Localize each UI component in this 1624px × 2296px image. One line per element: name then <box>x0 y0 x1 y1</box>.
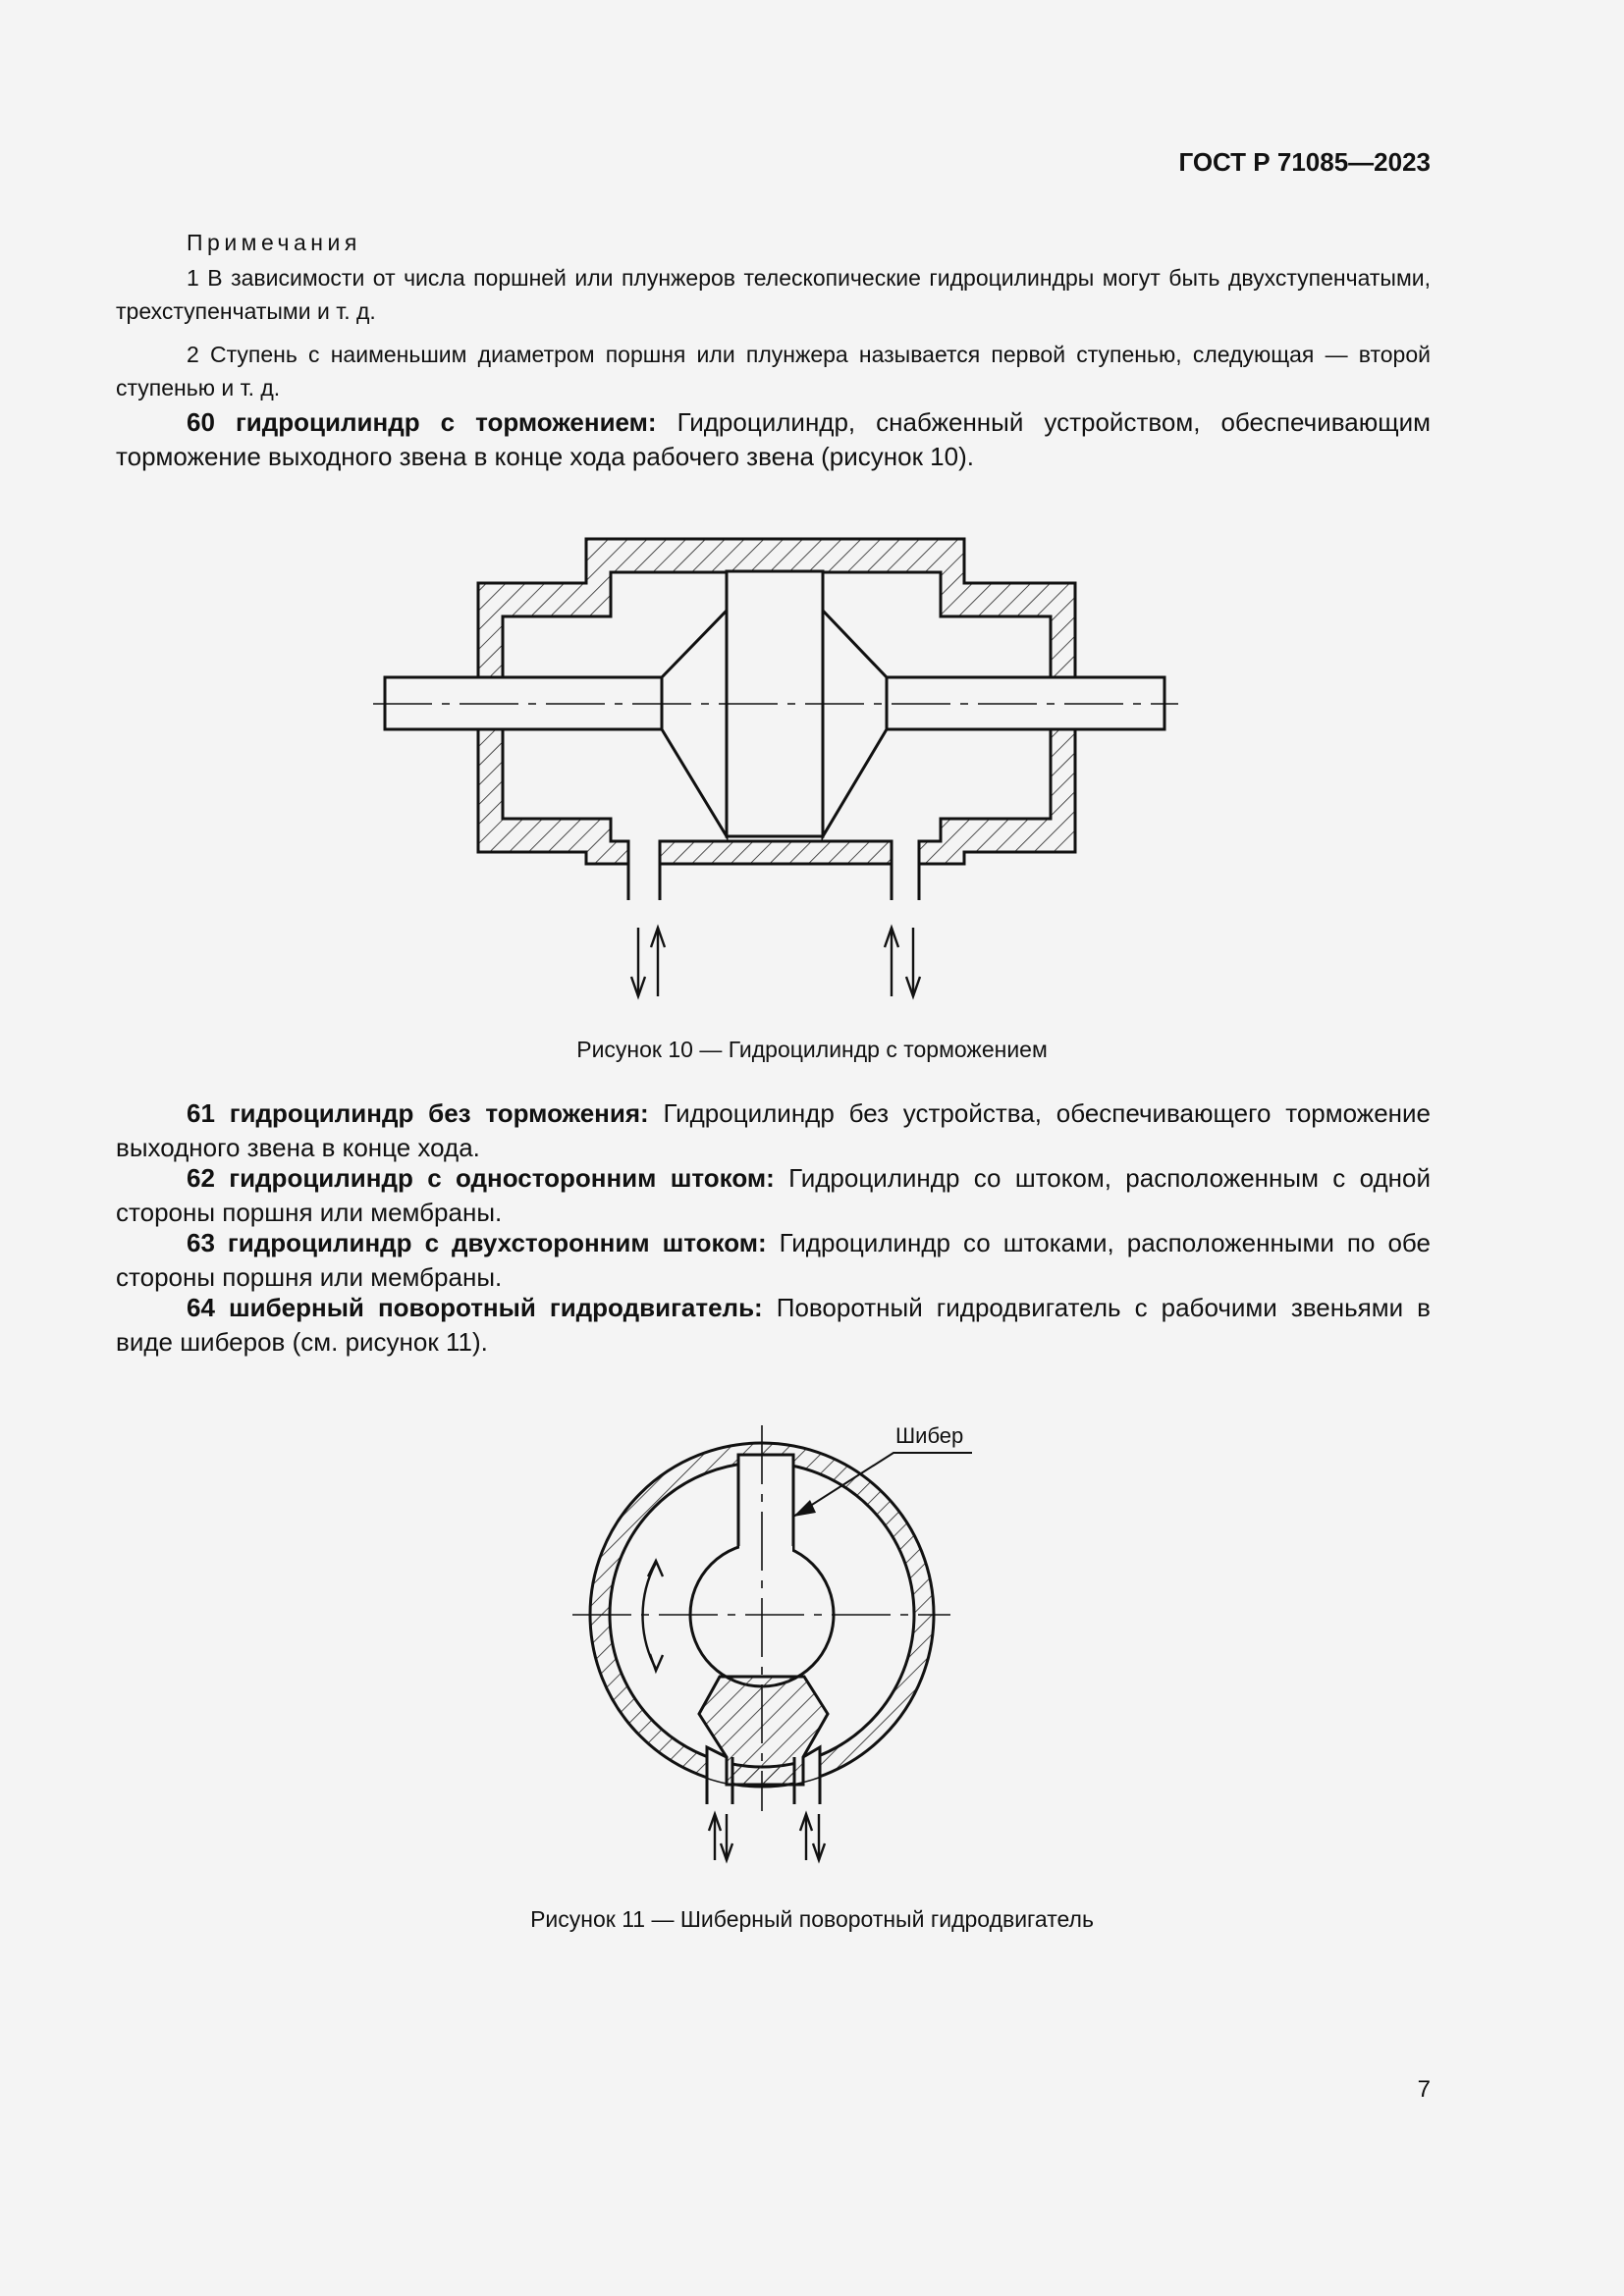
term-64 <box>116 1291 1431 1360</box>
note-item: 1 В зависимости от числа поршней или плунжеров телескопические гидроцилиндры могут быть двухступенчатыми, трехступенчатыми и т. д. <box>116 265 1431 324</box>
term-61-name: 61 гидроцилиндр без торможения: <box>187 1098 649 1128</box>
term-63 <box>116 1226 1431 1295</box>
figure-10-caption: Рисунок 10 — Гидроцилиндр с торможением <box>576 1037 1048 1062</box>
notes-title: Примечания <box>187 230 361 255</box>
notes-block <box>116 226 1431 414</box>
term-62-definition: Гидроцилиндр со штоком, расположенным с одной стороны поршня или мембраны. <box>116 1163 1431 1227</box>
term-60 <box>116 405 1431 474</box>
term-61-definition: Гидроцилиндр без устройства, обеспечивающего торможение выходного звена в конце хода. <box>116 1098 1432 1162</box>
note-item: 2 Ступень с наименьшим диаметром поршня или плунжера называется первой ступенью, следующая — второй ступенью и т. д. <box>116 342 1431 400</box>
figure-10-diagram <box>0 520 1624 1070</box>
term-62-name: 62 гидроцилиндр с односторонним штоком: <box>187 1163 775 1193</box>
term-64-name: 64 шиберный поворотный гидродвигатель: <box>187 1293 763 1322</box>
document-id: ГОСТ Р 71085—2023 <box>1178 147 1431 177</box>
figure-11-caption: Рисунок 11 — Шиберный поворотный гидродвигатель <box>530 1906 1094 1932</box>
term-60-name: 60 гидроцилиндр с торможением: <box>187 407 657 437</box>
term-64-definition: Поворотный гидродвигатель с рабочими звеньями в виде шиберов (см. рисунок 11). <box>116 1293 1431 1357</box>
figure-11-diagram <box>0 1414 1624 1885</box>
term-63-name: 63 гидроцилиндр с двухсторонним штоком: <box>187 1228 767 1257</box>
term-63-definition: Гидроцилиндр со штоками, расположенными по обе стороны поршня или мембраны. <box>116 1228 1431 1292</box>
page-number: 7 <box>1417 2076 1431 2103</box>
term-62 <box>116 1161 1431 1230</box>
vane-label: Шибер <box>895 1423 964 1448</box>
term-61 <box>116 1096 1431 1165</box>
term-60-definition: Гидроцилиндр, снабженный устройством, обеспечивающим торможение выходного звена в конце хода рабочего звена (рисунок 10). <box>116 407 1431 471</box>
